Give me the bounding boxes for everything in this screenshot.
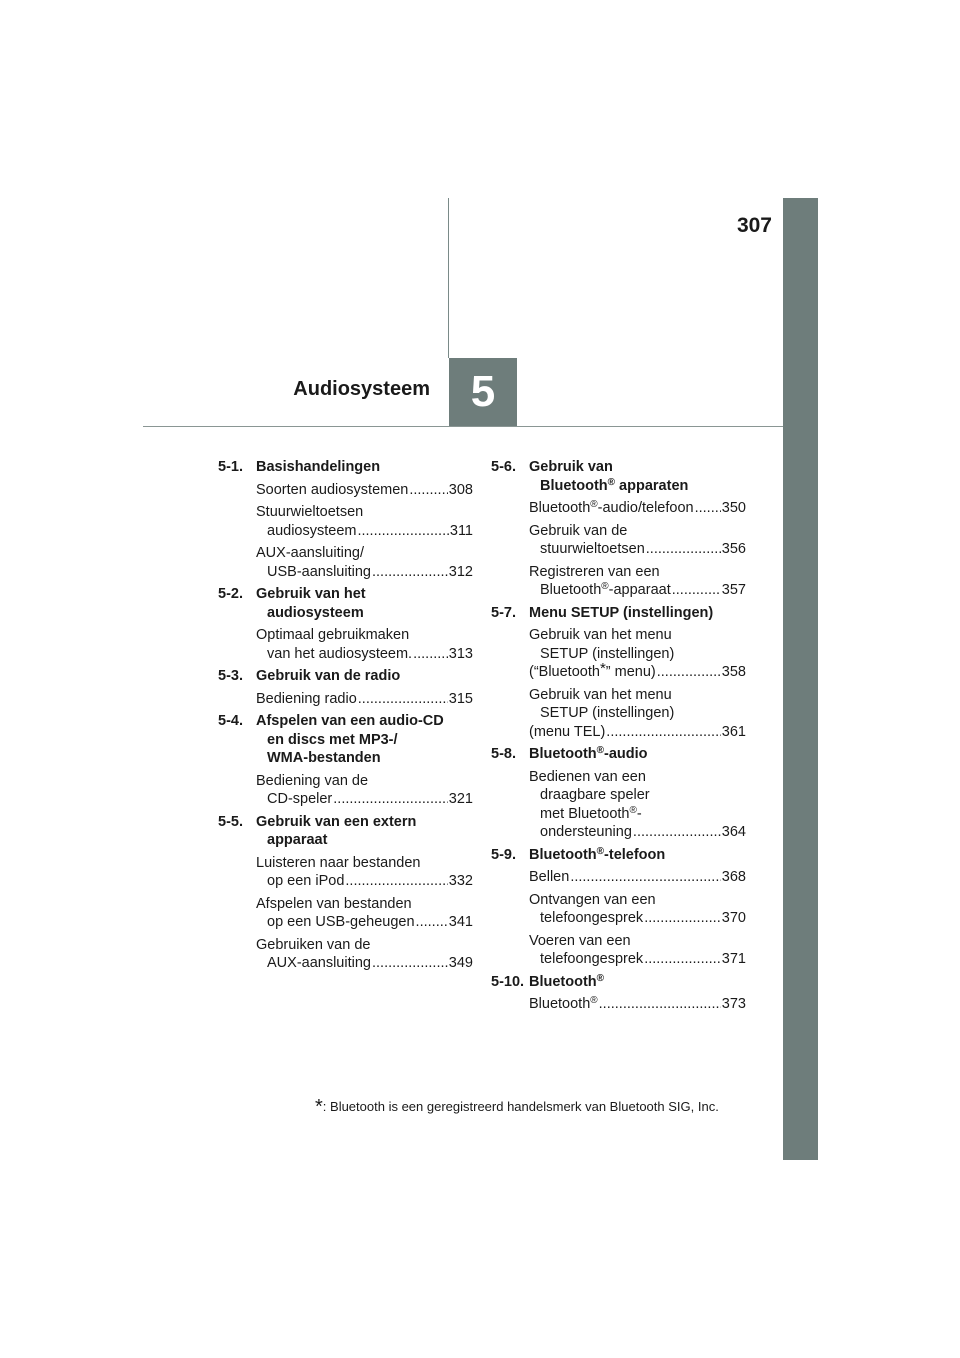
asterisk-mark: * (599, 660, 606, 677)
page-ref: 308 (448, 481, 473, 498)
section-heading[interactable]: 5-6. Gebruik van Bluetooth® apparaten (491, 459, 689, 494)
page-ref: 356 (721, 541, 746, 557)
toc-entry[interactable]: Bediening radio ..... 315 (256, 690, 473, 709)
section-heading[interactable]: 5-8. Bluetooth®-audio (491, 745, 648, 762)
page-ref: 332 (448, 873, 473, 889)
toc-entry[interactable]: Bluetooth® ..... 373 (529, 995, 746, 1014)
page-ref: 370 (721, 910, 746, 926)
section-heading[interactable]: 5-10. Bluetooth® (491, 972, 605, 990)
section-heading[interactable]: 5-5. Gebruik van een extern apparaat (218, 813, 417, 848)
page-ref: 368 (721, 869, 746, 885)
section-heading[interactable]: 5-1. Basishandelingen (218, 459, 381, 475)
toc-entry[interactable]: Optimaal gebruikmaken van het audiosysteem. ..... 313 (256, 626, 473, 663)
toc-entry[interactable]: Ontvangen van een telefoongesprek ..... 370 (529, 891, 746, 928)
page-ref: 315 (448, 690, 473, 707)
page-ref: 311 (449, 522, 473, 539)
page-ref: 361 (721, 723, 746, 740)
page-number: 307 (736, 214, 772, 237)
toc-entry[interactable]: Bedienen van een draagbare speler met Bluetooth®- ondersteuning ..... 364 (529, 768, 746, 842)
toc-entry[interactable]: Soorten audiosystemen ..... 308 (256, 481, 473, 500)
toc-left-column (218, 458, 473, 977)
toc-entry[interactable]: Gebruik van het menu SETUP (instellingen) (menu TEL) ..... 361 (529, 686, 746, 742)
toc-entry[interactable]: Luisteren naar bestanden op een iPod ..... 332 (256, 854, 473, 891)
section-heading[interactable]: 5-2. Gebruik van het audiosysteem (218, 586, 366, 621)
toc-entry[interactable]: Stuurwieltoetsen audiosysteem ..... 311 (256, 503, 473, 540)
page-ref: 364 (721, 824, 746, 840)
footnote: *: Bluetooth is een geregistreerd handelsmerk van Bluetooth SIG, Inc. (315, 1096, 719, 1118)
page-ref: 313 (448, 645, 473, 662)
toc-right-column (491, 458, 746, 1018)
toc-entry[interactable]: Registreren van een Bluetooth®-apparaat ..... 357 (529, 563, 746, 600)
page-ref: 312 (448, 563, 473, 580)
page-ref: 357 (721, 582, 746, 598)
toc-entry[interactable]: Gebruiken van de AUX-aansluiting ..... 349 (256, 936, 473, 973)
toc-entry[interactable]: AUX-aansluiting/ USB-aansluiting ..... 312 (256, 544, 473, 581)
page-ref: 358 (721, 664, 746, 680)
page-ref: 371 (721, 951, 746, 967)
page-ref: 350 (721, 500, 746, 516)
toc-entry[interactable]: Gebruik van de stuurwieltoetsen ..... 356 (529, 522, 746, 559)
section-heading[interactable]: 5-7. Menu SETUP (instellingen) (491, 604, 714, 621)
toc-entry[interactable]: Bluetooth®-audio/telefoon ..... 350 (529, 499, 746, 518)
toc-entry[interactable]: Gebruik van het menu SETUP (instellingen) (“Bluetooth*” menu) ..... 358 (529, 626, 746, 682)
page-ref: 341 (448, 914, 473, 930)
page-ref: 321 (448, 791, 473, 807)
asterisk-mark: * (315, 1096, 323, 1118)
toc-entry[interactable]: Afspelen van bestanden op een USB-geheugen ..... 341 (256, 895, 473, 932)
registered-mark: ® (607, 476, 616, 488)
toc-entry[interactable]: Bellen ..... 368 (529, 868, 746, 887)
chapter-title: Audiosysteem (293, 378, 430, 400)
chapter-side-tab (783, 198, 818, 1160)
page-ref: 373 (721, 996, 746, 1012)
horizontal-rule (143, 426, 783, 427)
chapter-number-box: 5 (449, 358, 517, 426)
section-heading[interactable]: 5-9. Bluetooth®-telefoon (491, 845, 666, 863)
toc-entry[interactable]: Bediening van de CD-speler ..... 321 (256, 772, 473, 809)
vertical-rule (448, 198, 449, 358)
section-heading[interactable]: 5-3. Gebruik van de radio (218, 668, 401, 684)
toc-entry[interactable]: Voeren van een telefoongesprek ..... 371 (529, 932, 746, 969)
page-ref: 349 (448, 955, 473, 971)
section-heading[interactable]: 5-4. Afspelen van een audio-CD en discs met MP3-/ WMA-bestanden (218, 713, 444, 766)
